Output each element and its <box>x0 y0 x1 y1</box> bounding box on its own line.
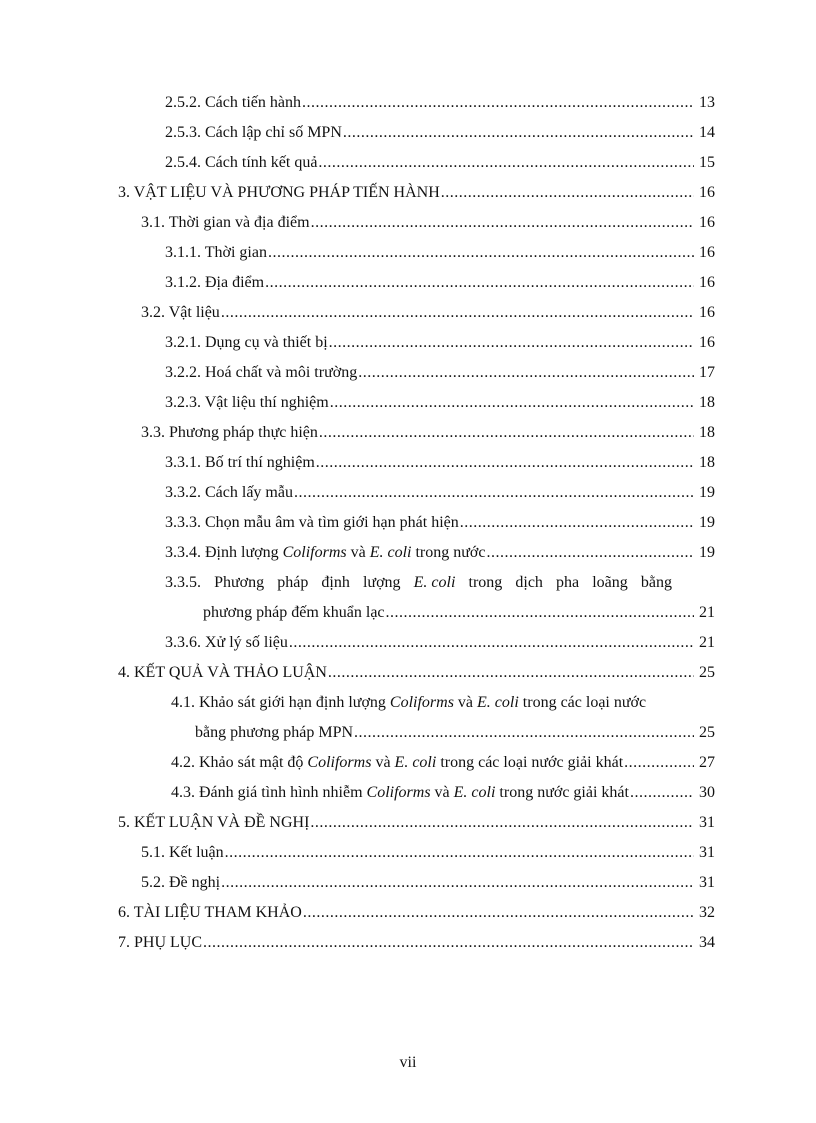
toc-entry-page: 18 <box>699 454 715 471</box>
organism-name: E. coli <box>453 784 496 801</box>
toc-entry-page: 25 <box>699 724 715 741</box>
toc-entry-title: 3.2.1. Dụng cụ và thiết bị <box>165 334 328 351</box>
dot-leader <box>328 658 694 688</box>
toc-entry-page: 30 <box>699 784 715 801</box>
toc-entry-page: 16 <box>699 274 715 291</box>
toc-entry-3-3-3[interactable] <box>165 508 715 538</box>
dot-leader <box>265 268 694 298</box>
toc-entry-2-5-2[interactable] <box>165 88 715 118</box>
toc-entry-2-5-3[interactable] <box>165 118 715 148</box>
toc-entry-2-5-4[interactable] <box>165 148 715 178</box>
toc-entry-title: 3.2. Vật liệu <box>141 304 220 321</box>
toc-entry-title: 5.1. Kết luận <box>141 844 224 861</box>
toc-entry-title: 3.3.1. Bố trí thí nghiệm <box>165 454 315 471</box>
dot-leader <box>318 148 694 178</box>
toc-entry-page: 15 <box>699 154 715 171</box>
toc-text-part: 4.3. Đánh giá tình hình nhiễm <box>171 784 367 801</box>
dot-leader <box>330 388 694 418</box>
dot-leader <box>316 448 694 478</box>
toc-text-part: trong nước <box>411 544 486 561</box>
toc-entry-4-3[interactable] <box>171 778 715 808</box>
toc-entry-3-1[interactable] <box>141 208 715 238</box>
toc-entry-page: 17 <box>699 364 715 381</box>
toc-entry-title: 2.5.3. Cách lập chỉ số MPN <box>165 124 342 141</box>
dot-leader <box>221 298 694 328</box>
toc-entry-title: 2.5.4. Cách tính kết quả <box>165 154 318 171</box>
toc-entry-page: 32 <box>699 904 715 921</box>
toc-entry-page: 27 <box>699 754 715 771</box>
dot-leader <box>630 778 694 808</box>
organism-name: Coliforms <box>307 754 372 771</box>
toc-entry-3-1-1[interactable] <box>165 238 715 268</box>
toc-entry-title: 3.3. Phương pháp thực hiện <box>141 424 318 441</box>
toc-entry-3-2[interactable] <box>141 298 715 328</box>
toc-entry-page: 19 <box>699 544 715 561</box>
toc-word: pháp <box>277 574 309 591</box>
page-number: vii <box>399 1054 417 1071</box>
toc-entry-page: 34 <box>699 934 715 951</box>
dot-leader <box>225 838 694 868</box>
toc-entry-title: 3.1.1. Thời gian <box>165 244 267 261</box>
toc-entry-title <box>171 748 623 778</box>
dot-leader <box>203 928 694 958</box>
toc-entry-3-2-3[interactable] <box>165 388 715 418</box>
toc-entry-title: 3.3.3. Chọn mẫu âm và tìm giới hạn phát hiện <box>165 514 459 531</box>
toc-entry-title: phương pháp đếm khuẩn lạc <box>203 604 385 621</box>
dot-leader <box>319 418 694 448</box>
toc-entry-title: 4. KẾT QUẢ VÀ THẢO LUẬN <box>118 664 327 681</box>
organism-name: E. coli <box>413 574 456 591</box>
toc-text-part: và <box>453 694 478 711</box>
toc-entry-title: 3.1. Thời gian và địa điểm <box>141 214 310 231</box>
toc-entry-4-1-line2[interactable] <box>195 718 715 748</box>
toc-entry-7[interactable] <box>118 928 715 958</box>
toc-text-part: 3.3.4. Định lượng <box>165 544 283 561</box>
toc-entry-page: 31 <box>699 874 715 891</box>
organism-name: Coliforms <box>282 544 347 561</box>
toc-entry-page: 18 <box>699 394 715 411</box>
toc-entry-6[interactable] <box>118 898 715 928</box>
toc-entry-3-2-1[interactable] <box>165 328 715 358</box>
dot-leader <box>329 328 694 358</box>
dot-leader <box>358 358 694 388</box>
toc-entry-page: 19 <box>699 484 715 501</box>
toc-entry-page: 16 <box>699 244 715 261</box>
toc-word: 3.3.5. <box>165 574 201 591</box>
toc-entry-3-3-5-line2[interactable] <box>203 598 715 628</box>
toc-text-part: 4.2. Khảo sát mật độ <box>171 754 308 771</box>
dot-leader <box>311 208 694 238</box>
toc-entry-3-3-4[interactable] <box>165 538 715 568</box>
dot-leader <box>221 868 694 898</box>
toc-entry-title: 7. PHỤ LỤC <box>118 934 203 951</box>
toc-entry-title: 5. KẾT LUẬN VÀ ĐỀ NGHỊ <box>118 814 310 831</box>
toc-entry-3-3-5-line1[interactable] <box>165 568 672 598</box>
toc-word: trong <box>468 574 503 591</box>
toc-entry-page: 31 <box>699 844 715 861</box>
toc-entry-title: 3.3.2. Cách lấy mẫu <box>165 484 293 501</box>
toc-entry-4-1-line1[interactable] <box>171 688 681 718</box>
toc-word: Phương <box>214 574 265 591</box>
toc-entry-3-2-2[interactable] <box>165 358 715 388</box>
toc-entry-page: 16 <box>699 184 715 201</box>
toc-entry-page: 16 <box>699 334 715 351</box>
toc-entry-title: bằng phương pháp MPN <box>195 724 354 741</box>
toc-entry-title: 3.2.3. Vật liệu thí nghiệm <box>165 394 329 411</box>
toc-entry-title: 5.2. Đề nghị <box>141 874 221 891</box>
toc-entry-page: 16 <box>699 304 715 321</box>
toc-word: lượng <box>362 574 401 591</box>
dot-leader <box>294 478 694 508</box>
toc-entry-title: 3.3.6. Xử lý số liệu <box>165 634 288 651</box>
toc-entry-3-3-2[interactable] <box>165 478 715 508</box>
dot-leader <box>310 808 694 838</box>
toc-entry-page: 18 <box>699 424 715 441</box>
toc-entry-title: 3. VẬT LIỆU VÀ PHƯƠNG PHÁP TIẾN HÀNH <box>118 184 440 201</box>
dot-leader <box>302 88 694 118</box>
toc-entry-page: 21 <box>699 634 715 651</box>
toc-entry-page: 14 <box>699 124 715 141</box>
toc-entry-page: 21 <box>699 604 715 621</box>
toc-text-part: 4.1. Khảo sát giới hạn định lượng <box>171 694 390 711</box>
dot-leader <box>303 898 694 928</box>
toc-entry-4-2[interactable] <box>171 748 715 778</box>
toc-word: pha <box>556 574 580 591</box>
toc-entry-page: 16 <box>699 214 715 231</box>
dot-leader <box>486 538 694 568</box>
toc-text-part: và <box>371 754 395 771</box>
organism-name: E. coli <box>369 544 412 561</box>
toc-entry-3-3-1[interactable] <box>165 448 715 478</box>
toc-text-part: và <box>430 784 454 801</box>
toc-entry-3[interactable] <box>118 178 715 208</box>
toc-entry-title: 2.5.2. Cách tiến hành <box>165 94 301 111</box>
organism-name: E. coli <box>394 754 437 771</box>
toc-text-part: trong các loại nước <box>518 694 647 711</box>
toc-entry-3-1-2[interactable] <box>165 268 715 298</box>
dot-leader <box>624 748 694 778</box>
toc-entry-3-3[interactable] <box>141 418 715 448</box>
dot-leader <box>343 118 694 148</box>
toc-text-part: trong các loại nước giải khát <box>436 754 624 771</box>
toc-word: loãng <box>592 574 628 591</box>
dot-leader <box>354 718 694 748</box>
toc-entry-page: 19 <box>699 514 715 531</box>
organism-name: Coliforms <box>366 784 431 801</box>
dot-leader <box>441 178 694 208</box>
dot-leader <box>289 628 694 658</box>
toc-entry-title: 3.1.2. Địa điểm <box>165 274 265 291</box>
toc-entry-3-3-6[interactable] <box>165 628 715 658</box>
organism-name: E. coli <box>477 694 519 711</box>
toc-word: định <box>321 574 350 591</box>
toc-text-part: và <box>346 544 370 561</box>
dot-leader <box>460 508 694 538</box>
toc-entry-title: 6. TÀI LIỆU THAM KHẢO <box>118 904 302 921</box>
dot-leader <box>386 598 694 628</box>
toc-word: bằng <box>640 574 672 591</box>
organism-name: Coliforms <box>389 694 454 711</box>
toc-entry-title: 3.2.2. Hoá chất và môi trường <box>165 364 358 381</box>
toc-entry-page: 13 <box>699 94 715 111</box>
toc-entry-title <box>171 778 629 808</box>
toc-entry-page: 25 <box>699 664 715 681</box>
toc-entry-4[interactable] <box>118 658 715 688</box>
toc-word: dịch <box>515 574 543 591</box>
toc-entry-5-2[interactable] <box>141 868 715 898</box>
toc-text-part: trong nước giải khát <box>495 784 629 801</box>
toc-entry-title <box>165 538 485 568</box>
toc-entry-5[interactable] <box>118 808 715 838</box>
toc-entry-5-1[interactable] <box>141 838 715 868</box>
dot-leader <box>268 238 694 268</box>
toc-entry-page: 31 <box>699 814 715 831</box>
